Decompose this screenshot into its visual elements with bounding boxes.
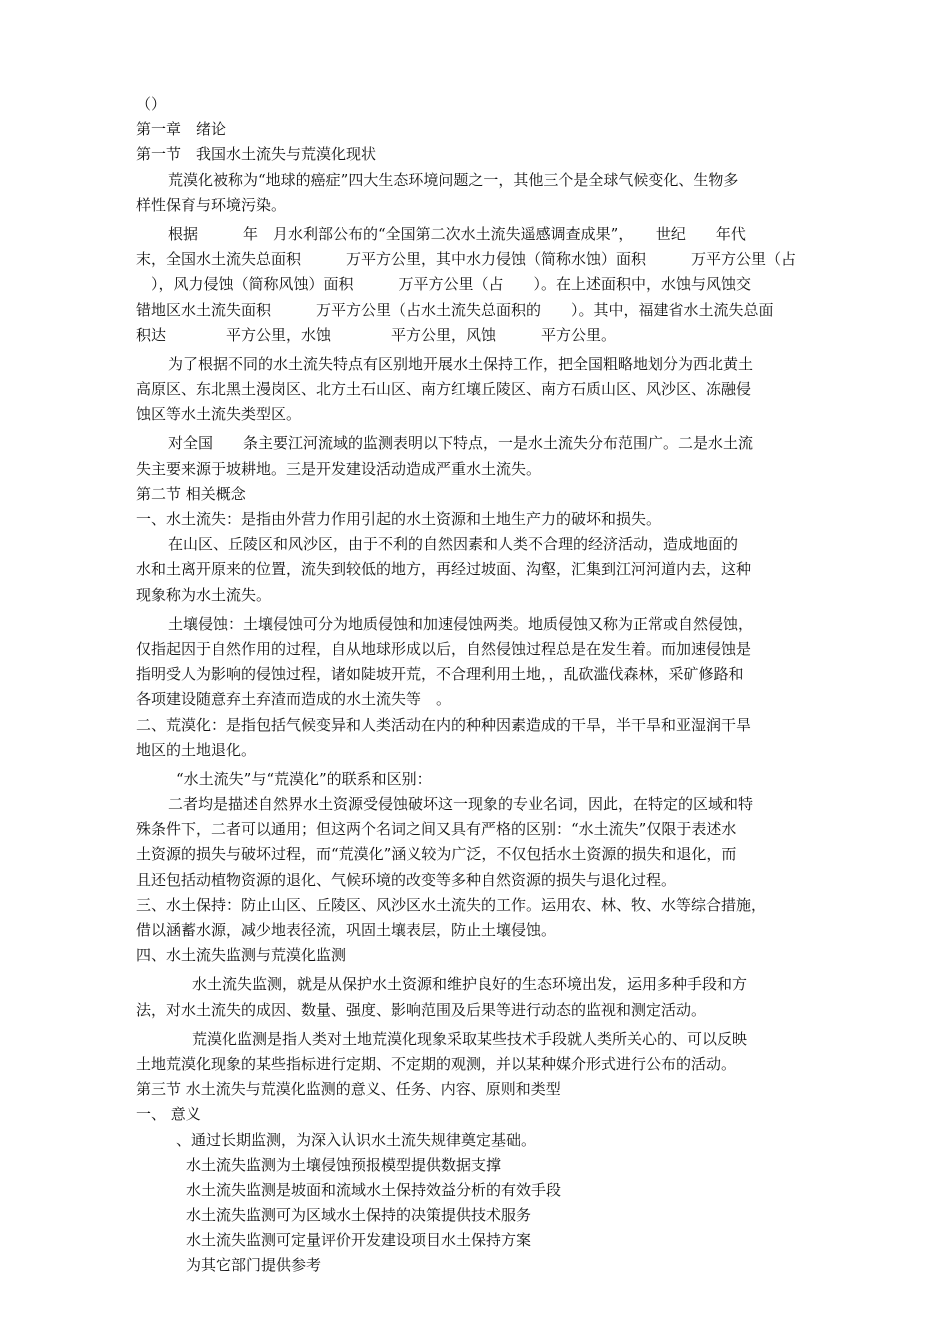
list-item: 水土流失监测为土壤侵蚀预报模型提供数据支撑	[186, 1155, 502, 1174]
list-item: 、通过长期监测，为深入认识水土流失规律奠定基础。	[176, 1130, 537, 1149]
text-line: 法，对水土流失的成因、数量、强度、影响范围及后果等进行动态的监视和测定活动。	[136, 1000, 707, 1019]
text-line: 样性保育与环境污染。	[136, 195, 287, 214]
text-line: 水和土离开原来的位置，流失到较低的地方，再经过坡面、沟壑，汇集到江河河道内去，这种	[136, 560, 752, 579]
item4-paragraph-1	[136, 972, 816, 1022]
item2-heading	[136, 713, 816, 763]
section3-subheading: 一、 意义	[136, 1105, 201, 1124]
item1-paragraph-1	[136, 532, 816, 608]
section3-title: 第三节 水土流失与荒漠化监测的意义、任务、内容、原则和类型	[136, 1080, 561, 1099]
item1-paragraph-2	[136, 612, 816, 713]
text-line: 指明受人为影响的侵蚀过程，诸如陡坡开荒，不合理利用土地，，乱砍滥伐森林，采矿修路和	[136, 665, 744, 684]
list-item: 为其它部门提供参考	[186, 1256, 322, 1275]
list-item: 水土流失监测是坡面和流域水土保持效益分析的有效手段	[186, 1180, 562, 1199]
text-line: 三、水土保持：防止山区、丘陵区、风沙区水土流失的工作。运用农、林、牧、水等综合措施，	[136, 895, 767, 914]
text-line: 土资源的损失与破坏过程，而“荒漠化”涵义较为广泛，不仅包括水土资源的损失和退化，而	[136, 845, 737, 864]
item4-paragraph-2	[136, 1027, 816, 1077]
section1-paragraph-4	[136, 431, 816, 481]
text-line: 二者均是描述自然界水土资源受侵蚀破坏这一现象的专业名词，因此，在特定的区域和特	[168, 795, 754, 814]
text-line: 殊条件下，二者可以通用；但这两个名词之间又具有严格的区别：“水土流失”仅限于表述水	[136, 820, 737, 839]
text-line: ），风力侵蚀（简称风蚀）面积 万平方公里（占 ）。在上述面积中，水蚀与风蚀交	[136, 275, 752, 294]
text-line: 对全国 条主要江河流域的监测表明以下特点，一是水土流失分布范围广。二是水土流	[168, 434, 754, 453]
list-item: 水土流失监测可为区域水土保持的决策提供技术服务	[186, 1206, 532, 1225]
item4-heading: 四、水土流失监测与荒漠化监测	[136, 946, 347, 965]
chapter-title: 第一章 绪论	[136, 120, 227, 139]
top-mark: （）	[136, 95, 167, 113]
section1-paragraph-1	[136, 168, 816, 218]
text-line: 错地区水土流失面积 万平方公里（占水土流失总面积的 ）。其中，福建省水土流失总面	[136, 300, 774, 319]
list-item: 水土流失监测可定量评价开发建设项目水土保持方案	[186, 1231, 532, 1250]
item2-subheading: “水土流失”与“荒漠化”的联系和区别：	[176, 769, 432, 788]
item2-paragraph	[136, 792, 816, 893]
text-line: 各项建设随意弃土弃渣而造成的水土流失等 。	[136, 690, 452, 709]
text-line: 失主要来源于坡耕地。三是开发建设活动造成严重水土流失。	[136, 459, 542, 478]
section1-paragraph-3	[136, 352, 816, 428]
text-line: 地区的土地退化。	[136, 740, 257, 759]
section1-title: 第一节 我国水土流失与荒漠化现状	[136, 145, 377, 164]
text-line: 高原区、东北黑土漫岗区、北方土石山区、南方红壤丘陵区、南方石质山区、风沙区、冻融侵	[136, 380, 752, 399]
text-line: 蚀区等水土流失类型区。	[136, 405, 302, 424]
text-line: 土壤侵蚀：土壤侵蚀可分为地质侵蚀和加速侵蚀两类。地质侵蚀又称为正常或自然侵蚀，	[168, 614, 754, 633]
text-line: 积达 平方公里，水蚀 平方公里，风蚀 平方公里。	[136, 325, 617, 344]
item1-heading: 一、水土流失：是指由外营力作用引起的水土资源和土地生产力的破坏和损失。	[136, 510, 662, 528]
text-line: 且还包括动植物资源的退化、气候环境的改变等多种自然资源的损失与退化过程。	[136, 870, 677, 889]
text-line: 仅指起因于自然作用的过程，自从地球形成以后，自然侵蚀过程总是在发生着。而加速侵蚀是	[136, 639, 752, 658]
significance-list	[136, 1128, 816, 1279]
text-line: 土地荒漠化现象的某些指标进行定期、不定期的观测，并以某种媒介形式进行公布的活动。	[136, 1054, 737, 1073]
text-line: 水土流失监测，就是从保护水土资源和维护良好的生态环境出发，运用多种手段和方	[192, 975, 748, 994]
text-line: 现象称为水土流失。	[136, 585, 272, 604]
text-line: 在山区、丘陵区和风沙区，由于不利的自然因素和人类不合理的经济活动，造成地面的	[168, 535, 739, 554]
item3-paragraph	[136, 893, 816, 943]
text-line: 借以涵蓄水源，减少地表径流，巩固土壤表层，防止土壤侵蚀。	[136, 921, 557, 939]
text-line: 二、荒漠化：是指包括气候变异和人类活动在内的种种因素造成的干旱，半干旱和亚湿润干旱	[136, 715, 752, 734]
text-line: 为了根据不同的水土流失特点有区别地开展水土保持工作，把全国粗略地划分为西北黄土	[168, 354, 754, 373]
text-line: 根据 年 月水利部公布的“全国第二次水土流失遥感调查成果”， 世纪 年代	[168, 224, 746, 243]
text-line: 荒漠化被称为“地球的癌症”四大生态环境问题之一，其他三个是全球气候变化、生物多	[168, 170, 739, 189]
section1-paragraph-2	[136, 222, 816, 348]
text-line: 末，全国水土流失总面积 万平方公里，其中水力侵蚀（简称水蚀）面积 万平方公里（占	[136, 250, 797, 269]
section2-title: 第二节 相关概念	[136, 484, 246, 503]
text-line: 荒漠化监测是指人类对土地荒漠化现象采取某些技术手段就人类所关心的、可以反映	[192, 1029, 748, 1048]
document-page	[136, 92, 816, 1279]
